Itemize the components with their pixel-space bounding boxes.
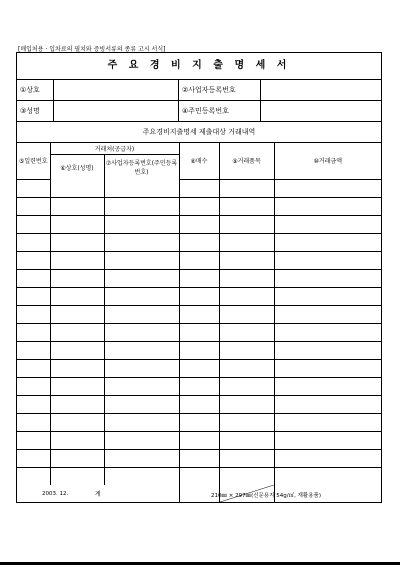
resident-no-label: ④주민등록번호 <box>179 101 261 121</box>
table-cell[interactable] <box>179 323 219 341</box>
table-cell[interactable] <box>50 341 104 359</box>
table-cell[interactable] <box>50 359 104 377</box>
table-cell[interactable] <box>219 449 274 467</box>
table-cell[interactable] <box>179 305 219 323</box>
table-cell[interactable] <box>274 467 381 485</box>
table-cell[interactable] <box>104 251 179 269</box>
table-cell[interactable] <box>50 395 104 413</box>
header-row-1 <box>17 143 381 155</box>
table-cell[interactable] <box>274 287 381 305</box>
table-cell[interactable] <box>219 467 274 485</box>
table-cell[interactable] <box>17 215 50 233</box>
table-cell[interactable] <box>179 413 219 431</box>
col-supplier-reg-header: ⑦사업자등록번호(주민등록번호) <box>104 155 179 180</box>
table-cell[interactable] <box>274 377 381 395</box>
table-cell[interactable] <box>50 431 104 449</box>
table-cell[interactable] <box>17 179 50 197</box>
table-cell[interactable] <box>179 179 219 197</box>
table-cell[interactable] <box>50 449 104 467</box>
table-cell[interactable] <box>50 377 104 395</box>
table-cell[interactable] <box>179 197 219 215</box>
table-row <box>17 215 381 233</box>
table-cell[interactable] <box>219 215 274 233</box>
table-cell[interactable] <box>50 467 104 485</box>
table-cell[interactable] <box>274 269 381 287</box>
col-count-header: ⑧매수 <box>179 143 219 179</box>
table-cell[interactable] <box>274 215 381 233</box>
table-row <box>17 449 381 467</box>
table-cell[interactable] <box>179 251 219 269</box>
info-row-2 <box>17 101 381 122</box>
table-cell[interactable] <box>50 251 104 269</box>
table-row <box>17 467 381 485</box>
expense-statement-form <box>16 52 382 503</box>
table-row <box>17 341 381 359</box>
blank-rows <box>17 179 381 485</box>
table-cell[interactable] <box>104 431 179 449</box>
resident-no-field[interactable] <box>261 101 381 121</box>
table-row <box>17 431 381 449</box>
table-cell[interactable] <box>50 269 104 287</box>
table-cell[interactable] <box>104 197 179 215</box>
table-row <box>17 377 381 395</box>
table-cell[interactable] <box>219 269 274 287</box>
table-row <box>17 413 381 431</box>
table-row <box>17 395 381 413</box>
table-cell[interactable] <box>219 233 274 251</box>
table-cell[interactable] <box>50 197 104 215</box>
table-row <box>17 251 381 269</box>
table-cell[interactable] <box>219 395 274 413</box>
table-cell[interactable] <box>17 287 50 305</box>
table-row <box>17 233 381 251</box>
table-cell[interactable] <box>104 449 179 467</box>
table-cell[interactable] <box>219 197 274 215</box>
table-cell[interactable] <box>179 377 219 395</box>
table-cell[interactable] <box>17 377 50 395</box>
trade-name-field[interactable] <box>54 80 179 100</box>
table-cell[interactable] <box>219 413 274 431</box>
table-cell[interactable] <box>219 305 274 323</box>
table-cell[interactable] <box>219 323 274 341</box>
table-cell[interactable] <box>179 287 219 305</box>
footer-date: 2003. 12. <box>42 491 69 497</box>
table-cell[interactable] <box>179 233 219 251</box>
table-cell[interactable] <box>50 215 104 233</box>
supplier-group-header: 거래처(공급자) <box>50 143 179 155</box>
table-cell[interactable] <box>50 413 104 431</box>
table-cell[interactable] <box>17 449 50 467</box>
total-row <box>17 485 381 502</box>
table-cell[interactable] <box>219 179 274 197</box>
table-cell[interactable] <box>104 323 179 341</box>
table-row <box>17 179 381 197</box>
info-row-1 <box>17 80 381 101</box>
biz-reg-no-label: ②사업자등록번호 <box>179 80 261 100</box>
table-cell[interactable] <box>17 359 50 377</box>
table-cell[interactable] <box>50 323 104 341</box>
col-amount-header: ⑩거래금액 <box>274 143 381 179</box>
table-cell[interactable] <box>274 341 381 359</box>
table-cell[interactable] <box>219 431 274 449</box>
biz-reg-no-field[interactable] <box>261 80 381 100</box>
table-cell[interactable] <box>179 449 219 467</box>
table-cell[interactable] <box>17 305 50 323</box>
table-cell[interactable] <box>50 305 104 323</box>
table-row <box>17 305 381 323</box>
table-cell[interactable] <box>179 215 219 233</box>
table-cell[interactable] <box>17 431 50 449</box>
table-cell[interactable] <box>274 449 381 467</box>
table-cell[interactable] <box>274 395 381 413</box>
form-note: [매입처용 · 입차료의 필치와 증빙서류의 종류 고시 서식] <box>18 46 166 53</box>
table-cell[interactable] <box>17 197 50 215</box>
table-cell[interactable] <box>219 377 274 395</box>
col-item-header: ⑨거래품목 <box>219 143 274 179</box>
table-cell[interactable] <box>50 233 104 251</box>
table-row <box>17 197 381 215</box>
table-cell[interactable] <box>274 197 381 215</box>
table-cell[interactable] <box>219 251 274 269</box>
col-serial-header: ⑤일련번호 <box>17 143 50 179</box>
table-cell[interactable] <box>179 269 219 287</box>
trade-name-label: ①상호 <box>17 80 54 100</box>
table-cell[interactable] <box>104 377 179 395</box>
table-cell[interactable] <box>104 359 179 377</box>
table-row <box>17 359 381 377</box>
name-field[interactable] <box>54 101 179 121</box>
table-cell[interactable] <box>179 359 219 377</box>
table-cell[interactable] <box>104 413 179 431</box>
table-cell[interactable] <box>104 305 179 323</box>
table-row <box>17 269 381 287</box>
table-row <box>17 287 381 305</box>
table-cell[interactable] <box>104 395 179 413</box>
table-cell[interactable] <box>17 395 50 413</box>
table-cell[interactable] <box>274 431 381 449</box>
table-cell[interactable] <box>274 233 381 251</box>
table-cell[interactable] <box>274 323 381 341</box>
table-cell[interactable] <box>104 269 179 287</box>
footer-paper-spec: 210㎜ × 297㎜(신문용지 54g/㎡, 재활용품) <box>211 493 321 499</box>
table-cell[interactable] <box>274 359 381 377</box>
total-label: 계 <box>17 485 179 502</box>
table-cell[interactable] <box>17 269 50 287</box>
table-cell[interactable] <box>274 305 381 323</box>
table-cell[interactable] <box>17 413 50 431</box>
table-cell[interactable] <box>274 413 381 431</box>
table-cell[interactable] <box>104 233 179 251</box>
table-cell[interactable] <box>274 251 381 269</box>
table-cell[interactable] <box>179 395 219 413</box>
table-cell[interactable] <box>104 467 179 485</box>
transactions-table <box>17 143 381 502</box>
table-cell[interactable] <box>274 179 381 197</box>
table-cell[interactable] <box>104 215 179 233</box>
table-cell[interactable] <box>179 431 219 449</box>
table-cell[interactable] <box>179 341 219 359</box>
table-cell[interactable] <box>219 287 274 305</box>
transactions-subtitle: 주요경비지출명세 제출대상 거래내역 <box>17 122 381 143</box>
table-cell[interactable] <box>17 323 50 341</box>
form-title: 주 요 경 비 지 출 명 세 서 <box>17 53 381 80</box>
table-cell[interactable] <box>179 467 219 485</box>
table-cell[interactable] <box>104 179 179 197</box>
table-cell[interactable] <box>50 287 104 305</box>
table-cell[interactable] <box>17 467 50 485</box>
name-label: ③성명 <box>17 101 54 121</box>
table-cell[interactable] <box>17 341 50 359</box>
col-supplier-name-header: ⑥상호(성명) <box>50 155 104 180</box>
table-cell[interactable] <box>17 233 50 251</box>
table-cell[interactable] <box>104 287 179 305</box>
table-cell[interactable] <box>104 341 179 359</box>
table-cell[interactable] <box>219 341 274 359</box>
table-cell[interactable] <box>219 359 274 377</box>
table-cell[interactable] <box>50 179 104 197</box>
table-row <box>17 323 381 341</box>
table-cell[interactable] <box>17 251 50 269</box>
